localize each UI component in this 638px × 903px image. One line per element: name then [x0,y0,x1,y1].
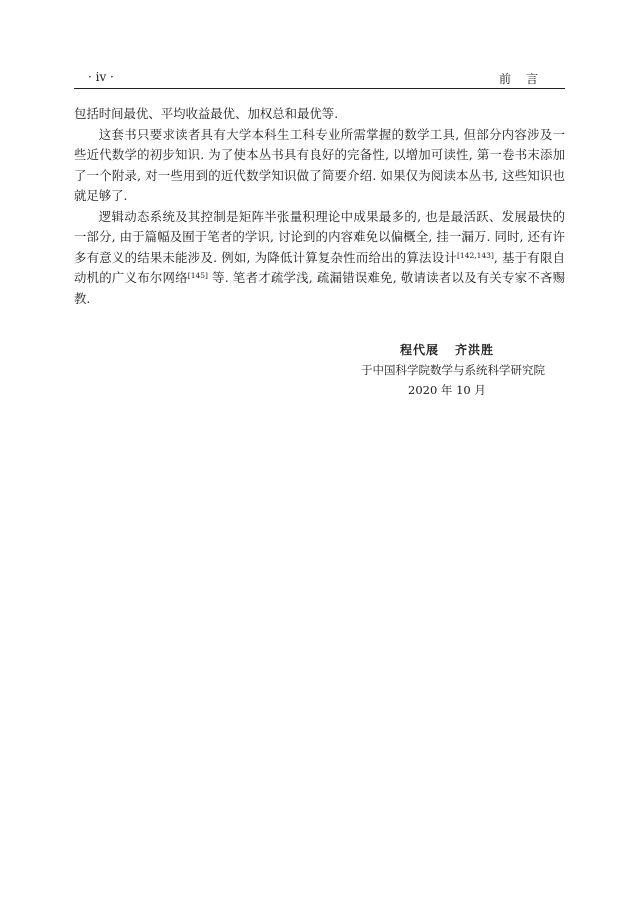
paragraph-scope-text-1: 逻辑动态系统及其控制是矩阵半张量积理论中成果最多的, 也是最活跃、发展最快的一部分, 由于篇幅及囿于笔者的学识, 讨论到的内容难免以偏概全, 挂一漏万. 同时, 还有许多有意义的结果未能涉及. 例如, 为降低计算复杂性而给出的算法设计 [74,208,565,265]
paragraph-continuation: 包括时间最优、平均收益最优、加权总和最优等. [74,106,339,121]
institution: 于中国科学院数学与系统科学研究院 [361,363,545,377]
paragraph-scope [74,207,565,310]
section-title: 前言 [498,72,553,86]
date: 2020 年 10 月 [408,383,486,397]
author-2: 齐洪胜 [455,343,495,357]
page-number: · iv · [88,70,114,84]
citation-142-143: [142,143] [457,250,494,260]
paragraph-scope-text-3: 等. 笔者才疏学浅, 疏漏错误难免, 敬请读者以及有关专家不吝赐教. [74,270,566,306]
running-header [74,68,565,89]
author-1: 程代展 [400,343,440,357]
paragraph-prerequisites: 这套书只要求读者具有大学本科生工科专业所需掌握的数学工具, 但部分内容涉及一些近代数学的初步知识. 为了使本丛书具有良好的完备性, 以增加可读性, 第一卷书末添加了一个附录, 对一些用到的近代数学知识做了简要介绍. 如果仅为阅读本丛书, 这些知识也就足够了. [74,126,565,203]
citation-145: [145] [187,271,208,280]
paragraph-scope-text-2: , 基于有限自动机的广义布尔网络 [74,249,565,285]
body-text [74,104,565,309]
author-names [400,340,494,360]
